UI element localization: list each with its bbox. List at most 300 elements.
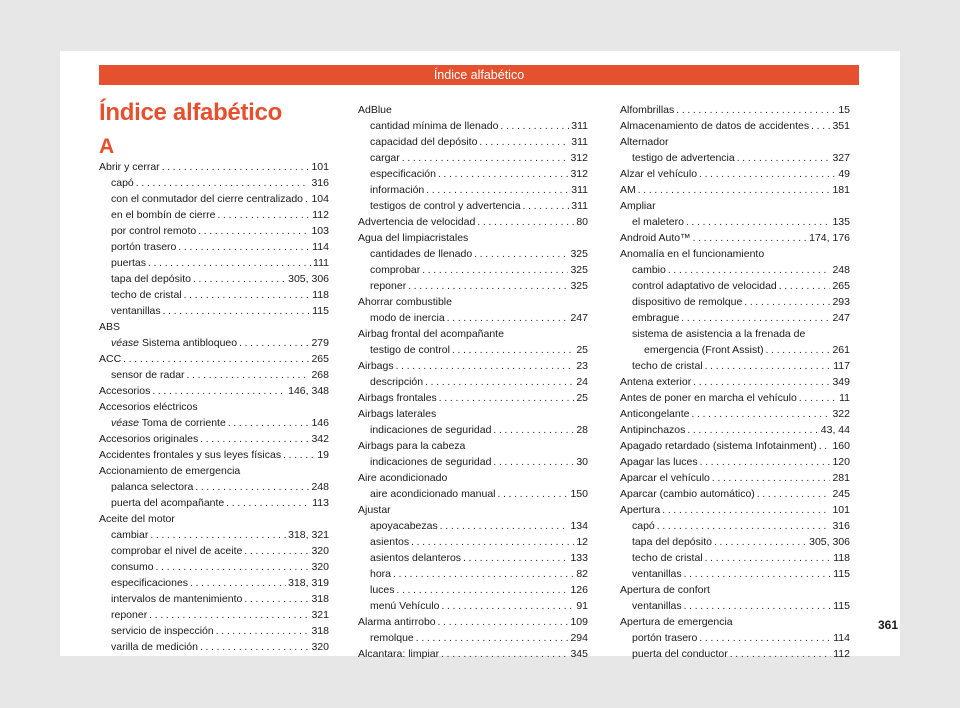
- index-entry-term: [358, 614, 436, 630]
- index-entry-page: 49: [838, 168, 850, 180]
- dot-leader: [396, 359, 575, 374]
- index-entry-term: [620, 438, 817, 454]
- index-entry: [358, 438, 588, 454]
- dot-leader: [493, 423, 574, 438]
- index-entry: [620, 630, 850, 646]
- index-entry-page: 80: [576, 216, 588, 228]
- index-entry-page: 43, 44: [820, 424, 850, 436]
- index-entry-term: [370, 630, 414, 646]
- index-entry-text: Aire acondicionado: [358, 472, 448, 484]
- index-entry-term: [632, 630, 697, 646]
- dot-leader: [686, 215, 831, 230]
- index-entry-page: 174, 176: [809, 232, 850, 244]
- index-entry-text: menú Vehículo: [370, 600, 440, 612]
- index-entry: [358, 614, 588, 630]
- index-entry-page: 349: [832, 376, 850, 388]
- index-entry-text: testigos de control y advertencia: [370, 200, 521, 212]
- index-entry-text: consumo: [111, 561, 154, 573]
- index-entry-text: Abrir y cerrar: [99, 161, 160, 173]
- index-entry: [620, 550, 850, 566]
- dot-leader: [190, 576, 286, 591]
- index-entry: [358, 422, 588, 438]
- index-entry-page: 327: [832, 152, 850, 164]
- index-column-2: [358, 102, 588, 662]
- dot-leader: [705, 551, 832, 566]
- index-entry-term: [370, 454, 491, 470]
- index-entry: [358, 566, 588, 582]
- index-entry: [620, 294, 850, 310]
- dot-leader: [657, 519, 831, 534]
- index-entry: [99, 415, 329, 431]
- see-reference: véase: [111, 417, 140, 429]
- index-entry-text: Apertura: [620, 504, 661, 516]
- index-entry: [620, 422, 850, 438]
- dot-leader: [474, 247, 568, 262]
- index-entry-text: Ahorrar combustible: [358, 296, 452, 308]
- index-entry: [99, 319, 329, 335]
- index-entry-text: puerta del conductor: [632, 648, 728, 660]
- index-entry-page: 318: [311, 593, 329, 605]
- index-entry-text: Aparcar el vehículo: [620, 472, 710, 484]
- index-entry-term: [111, 287, 182, 303]
- index-entry: [620, 262, 850, 278]
- index-entry: [99, 607, 329, 623]
- index-entry-term: [370, 486, 496, 502]
- dot-leader: [700, 455, 831, 470]
- dot-leader: [744, 295, 830, 310]
- dot-leader: [228, 416, 310, 431]
- index-entry-page: 342: [311, 433, 329, 445]
- index-entry-term: [620, 614, 733, 630]
- index-entry-text: Accesorios originales: [99, 433, 199, 445]
- index-entry-text: Alzar el vehículo: [620, 168, 698, 180]
- index-entry: [620, 502, 850, 518]
- index-entry-term: [358, 102, 392, 118]
- index-entry-text: embrague: [632, 312, 680, 324]
- index-entry-term: [370, 198, 521, 214]
- index-entry-term: [620, 182, 636, 198]
- index-entry: [99, 271, 329, 287]
- index-entry: [620, 342, 850, 358]
- index-entry-page: 30: [576, 456, 588, 468]
- dot-leader: [699, 167, 836, 182]
- index-entry-text: ventanillas: [111, 305, 161, 317]
- index-entry-term: [99, 383, 150, 399]
- index-entry-text: Sistema antibloqueo: [141, 337, 238, 349]
- page-title: Índice alfabético: [99, 99, 282, 126]
- index-entry-page: 12: [576, 536, 588, 548]
- index-entry-term: [620, 502, 660, 518]
- index-entry-text: cargar: [370, 152, 400, 164]
- index-entry-page: 320: [311, 545, 329, 557]
- index-entry-page: 294: [570, 632, 588, 644]
- index-entry-text: hora: [370, 568, 392, 580]
- index-entry-page: 25: [576, 392, 588, 404]
- index-entry-page: 325: [570, 264, 588, 276]
- index-entry-text: ACC: [99, 353, 122, 365]
- dot-leader: [411, 535, 574, 550]
- index-entry-term: [99, 463, 240, 479]
- index-entry: [358, 598, 588, 614]
- index-entry: [620, 534, 850, 550]
- index-entry-text: AdBlue: [358, 104, 392, 116]
- dot-leader: [425, 375, 574, 390]
- index-entry-term: [632, 550, 703, 566]
- index-entry: [358, 486, 588, 502]
- index-entry-page: 104: [311, 193, 329, 205]
- index-entry: [358, 454, 588, 470]
- index-entry-term: [632, 646, 728, 662]
- index-entry-term: [358, 326, 504, 342]
- index-entry-text: Airbags para la cabeza: [358, 440, 466, 452]
- index-entry-page: 248: [832, 264, 850, 276]
- index-entry-term: [370, 566, 391, 582]
- index-entry-page: 25: [576, 344, 588, 356]
- index-entry-page: 19: [317, 449, 329, 461]
- index-entry: [358, 630, 588, 646]
- index-entry-text: Antena exterior: [620, 376, 692, 388]
- index-entry: [620, 470, 850, 486]
- index-entry: [620, 614, 850, 630]
- index-entry-text: techo de cristal: [632, 360, 703, 372]
- index-entry-page: 146, 348: [288, 385, 329, 397]
- index-entry: [620, 646, 850, 662]
- index-entry-page: 24: [576, 376, 588, 388]
- index-entry-text: Anticongelante: [620, 408, 690, 420]
- dot-leader: [693, 375, 830, 390]
- index-entry-text: portón trasero: [111, 241, 177, 253]
- index-entry: [99, 159, 329, 175]
- index-entry-page: 112: [312, 209, 329, 221]
- dot-leader: [408, 279, 568, 294]
- index-entry-page: 311: [571, 200, 588, 212]
- index-entry-term: [632, 518, 655, 534]
- index-entry: [99, 527, 329, 543]
- index-entry: [358, 374, 588, 390]
- index-entry-text: Antipinchazos: [620, 424, 686, 436]
- dot-leader: [693, 231, 807, 246]
- index-entry: [358, 358, 588, 374]
- dot-leader: [681, 311, 830, 326]
- index-entry-text: información: [370, 184, 425, 196]
- index-entry: [358, 102, 588, 118]
- index-entry: [358, 470, 588, 486]
- index-entry-page: 111: [313, 257, 329, 269]
- index-entry-page: 120: [832, 456, 850, 468]
- dot-leader: [136, 176, 310, 191]
- index-entry-text: Anomalía en el funcionamiento: [620, 248, 765, 260]
- index-entry-page: 114: [312, 241, 329, 253]
- dot-leader: [150, 528, 286, 543]
- index-entry: [620, 374, 850, 390]
- index-entry-text: testigo de control: [370, 344, 450, 356]
- index-entry-term: [358, 502, 391, 518]
- index-entry-term: [632, 214, 684, 230]
- index-entry-text: control adaptativo de velocidad: [632, 280, 777, 292]
- index-entry-text: remolque: [370, 632, 414, 644]
- dot-leader: [178, 240, 310, 255]
- index-entry-text: dispositivo de remolque: [632, 296, 743, 308]
- index-entry: [358, 150, 588, 166]
- index-entry-page: 181: [832, 184, 850, 196]
- index-entry-text: luces: [370, 584, 395, 596]
- index-entry: [99, 351, 329, 367]
- index-entry-text: Apertura de confort: [620, 584, 710, 596]
- dot-leader: [757, 487, 831, 502]
- index-entry-page: 146: [311, 417, 329, 429]
- index-entry-term: [370, 246, 472, 262]
- index-entry-text: cantidad mínima de llenado: [370, 120, 499, 132]
- index-entry: [358, 262, 588, 278]
- index-entry: [358, 214, 588, 230]
- dot-leader: [416, 631, 569, 646]
- index-entry-page: 118: [833, 552, 850, 564]
- index-entry-page: 312: [570, 152, 588, 164]
- index-entry-text: por control remoto: [111, 225, 197, 237]
- index-entry-page: 320: [311, 561, 329, 573]
- index-entry-term: [620, 118, 809, 134]
- index-entry-text: con el conmutador del cierre centralizado: [111, 193, 304, 205]
- index-entry-page: 133: [570, 552, 588, 564]
- index-entry: [620, 246, 850, 262]
- dot-leader: [163, 304, 311, 319]
- index-entry-term: [620, 390, 797, 406]
- dot-leader: [712, 471, 831, 486]
- index-entry: [620, 198, 850, 214]
- index-entry-text: Agua del limpiacristales: [358, 232, 469, 244]
- index-entry: [620, 326, 850, 342]
- index-entry-term: [111, 207, 215, 223]
- index-entry-page: 318, 321: [288, 529, 329, 541]
- index-entry-term: [632, 326, 805, 342]
- index-entry-term: [370, 342, 450, 358]
- index-entry: [99, 239, 329, 255]
- index-entry-term: [632, 262, 666, 278]
- index-entry-page: 320: [311, 641, 329, 653]
- index-entry-page: 150: [570, 488, 588, 500]
- dot-leader: [438, 167, 569, 182]
- dot-leader: [402, 151, 569, 166]
- page-number: 361: [878, 618, 899, 632]
- index-entry-term: [111, 271, 191, 287]
- index-entry: [358, 198, 588, 214]
- index-entry-text: puerta del acompañante: [111, 497, 225, 509]
- dot-leader: [226, 496, 310, 511]
- index-entry: [99, 175, 329, 191]
- index-entry-term: [632, 358, 703, 374]
- dot-leader: [195, 480, 309, 495]
- index-entry-term: [111, 639, 198, 655]
- index-entry-term: [370, 150, 400, 166]
- dot-leader: [217, 208, 310, 223]
- index-entry-term: [632, 566, 682, 582]
- index-entry-term: [632, 310, 679, 326]
- index-entry-page: 103: [311, 225, 329, 237]
- dot-leader: [779, 279, 831, 294]
- index-entry-page: 316: [832, 520, 850, 532]
- index-entry: [99, 367, 329, 383]
- dot-leader: [684, 599, 832, 614]
- index-entry: [620, 102, 850, 118]
- dot-leader: [668, 263, 831, 278]
- index-entry-term: [111, 367, 185, 383]
- index-entry-page: 117: [833, 360, 850, 372]
- section-letter: A: [99, 135, 115, 158]
- dot-leader: [152, 384, 286, 399]
- index-entry-text: Accionamiento de emergencia: [99, 465, 241, 477]
- index-entry-text: sistema de asistencia a la frenada de: [632, 328, 806, 340]
- index-entry-term: [358, 214, 475, 230]
- index-entry: [620, 598, 850, 614]
- index-entry-term: [620, 134, 668, 150]
- index-entry-page: 118: [312, 289, 329, 301]
- index-entry-page: 28: [576, 424, 588, 436]
- index-entry-page: 305, 306: [288, 273, 329, 285]
- index-entry: [620, 278, 850, 294]
- dot-leader: [638, 183, 831, 198]
- index-entry-text: reponer: [370, 280, 407, 292]
- index-entry-text: capó: [632, 520, 655, 532]
- index-entry-page: 134: [570, 520, 588, 532]
- dot-leader: [699, 631, 831, 646]
- index-entry-text: Antes de poner en marcha el vehículo: [620, 392, 797, 404]
- index-entry: [620, 134, 850, 150]
- index-entry-text: especificación: [370, 168, 436, 180]
- dot-leader: [283, 448, 315, 463]
- index-entry-term: [111, 623, 214, 639]
- index-entry-term: [358, 358, 394, 374]
- index-entry-page: 316: [311, 177, 329, 189]
- index-entry-page: 312: [570, 168, 588, 180]
- dot-leader: [244, 592, 309, 607]
- index-entry-term: [358, 438, 465, 454]
- index-entry-text: capacidad del depósito: [370, 136, 478, 148]
- index-entry-term: [111, 175, 134, 191]
- index-entry: [620, 518, 850, 534]
- index-entry-term: [620, 406, 689, 422]
- dot-leader: [244, 544, 309, 559]
- dot-leader: [200, 432, 309, 447]
- index-entry: [358, 134, 588, 150]
- index-entry-page: 109: [570, 616, 588, 628]
- index-entry-term: [99, 511, 175, 527]
- dot-leader: [148, 256, 311, 271]
- index-entry-term: [620, 198, 656, 214]
- index-entry-term: [111, 495, 224, 511]
- index-entry-page: 345: [570, 648, 588, 660]
- index-entry-text: apoyacabezas: [370, 520, 438, 532]
- index-entry-term: [370, 534, 409, 550]
- index-entry-text: tapa del depósito: [111, 273, 191, 285]
- index-entry-page: 112: [833, 648, 850, 660]
- index-entry-page: 351: [832, 120, 850, 132]
- index-entry-term: [370, 422, 491, 438]
- index-entry-text: Alcantara: limpiar: [358, 648, 440, 660]
- index-entry-term: [111, 303, 161, 319]
- index-entry-text: ABS: [99, 321, 121, 333]
- index-entry-page: 321: [311, 609, 329, 621]
- index-entry-term: [620, 246, 764, 262]
- index-entry-term: [370, 598, 439, 614]
- dot-leader: [737, 151, 831, 166]
- dot-leader: [493, 455, 574, 470]
- dot-leader: [799, 391, 837, 406]
- dot-leader: [397, 583, 569, 598]
- index-entry: [358, 166, 588, 182]
- index-entry: [358, 646, 588, 662]
- index-entry-term: [358, 646, 439, 662]
- dot-leader: [156, 560, 310, 575]
- index-entry-text: intervalos de mantenimiento: [111, 593, 243, 605]
- index-entry-text: puertas: [111, 257, 147, 269]
- index-entry-text: en el bombín de cierre: [111, 209, 216, 221]
- index-entry-text: sensor de radar: [111, 369, 185, 381]
- dot-leader: [200, 640, 310, 655]
- index-entry-term: [620, 102, 674, 118]
- index-entry-term: [620, 582, 710, 598]
- index-entry: [99, 223, 329, 239]
- index-entry-term: [99, 431, 198, 447]
- index-entry-text: aire acondicionado manual: [370, 488, 496, 500]
- index-entry-page: 325: [570, 248, 588, 260]
- index-entry-term: [358, 406, 436, 422]
- dot-leader: [149, 608, 309, 623]
- index-entry-page: 261: [832, 344, 850, 356]
- index-entry-term: [370, 182, 424, 198]
- dot-leader: [393, 567, 574, 582]
- dot-leader: [184, 288, 311, 303]
- dot-leader: [463, 551, 568, 566]
- index-entry-page: 91: [576, 600, 588, 612]
- index-entry-text: Alfombrillas: [620, 104, 675, 116]
- index-entry: [620, 310, 850, 326]
- index-entry-text: Apertura de emergencia: [620, 616, 733, 628]
- index-entry-term: [111, 479, 193, 495]
- dot-leader: [162, 160, 310, 175]
- index-entry-term: [632, 534, 712, 550]
- index-entry-text: asientos delanteros: [370, 552, 462, 564]
- index-entry: [620, 582, 850, 598]
- dot-leader: [766, 343, 831, 358]
- index-entry-term: [632, 278, 777, 294]
- index-entry-page: 268: [311, 369, 329, 381]
- index-entry: [358, 310, 588, 326]
- index-entry-text: portón trasero: [632, 632, 698, 644]
- index-entry-text: ventanillas: [632, 600, 682, 612]
- index-entry-page: 113: [312, 497, 329, 509]
- index-entry-text: cambio: [632, 264, 666, 276]
- index-entry: [358, 278, 588, 294]
- index-entry-term: [111, 415, 226, 431]
- index-entry: [358, 182, 588, 198]
- index-entry-page: 265: [311, 353, 329, 365]
- index-entry-term: [99, 447, 281, 463]
- dot-leader: [452, 343, 574, 358]
- index-entry: [99, 191, 329, 207]
- dot-leader: [441, 599, 574, 614]
- dot-leader: [811, 119, 830, 134]
- index-entry: [620, 454, 850, 470]
- index-entry-text: el maletero: [632, 216, 684, 228]
- index-entry: [358, 534, 588, 550]
- index-entry-term: [99, 351, 121, 367]
- dot-leader: [498, 487, 569, 502]
- dot-leader: [684, 567, 832, 582]
- index-entry-text: capó: [111, 177, 134, 189]
- index-entry-text: cantidades de llenado: [370, 248, 473, 260]
- index-entry-term: [644, 342, 764, 358]
- index-entry-text: Android Auto™: [620, 232, 691, 244]
